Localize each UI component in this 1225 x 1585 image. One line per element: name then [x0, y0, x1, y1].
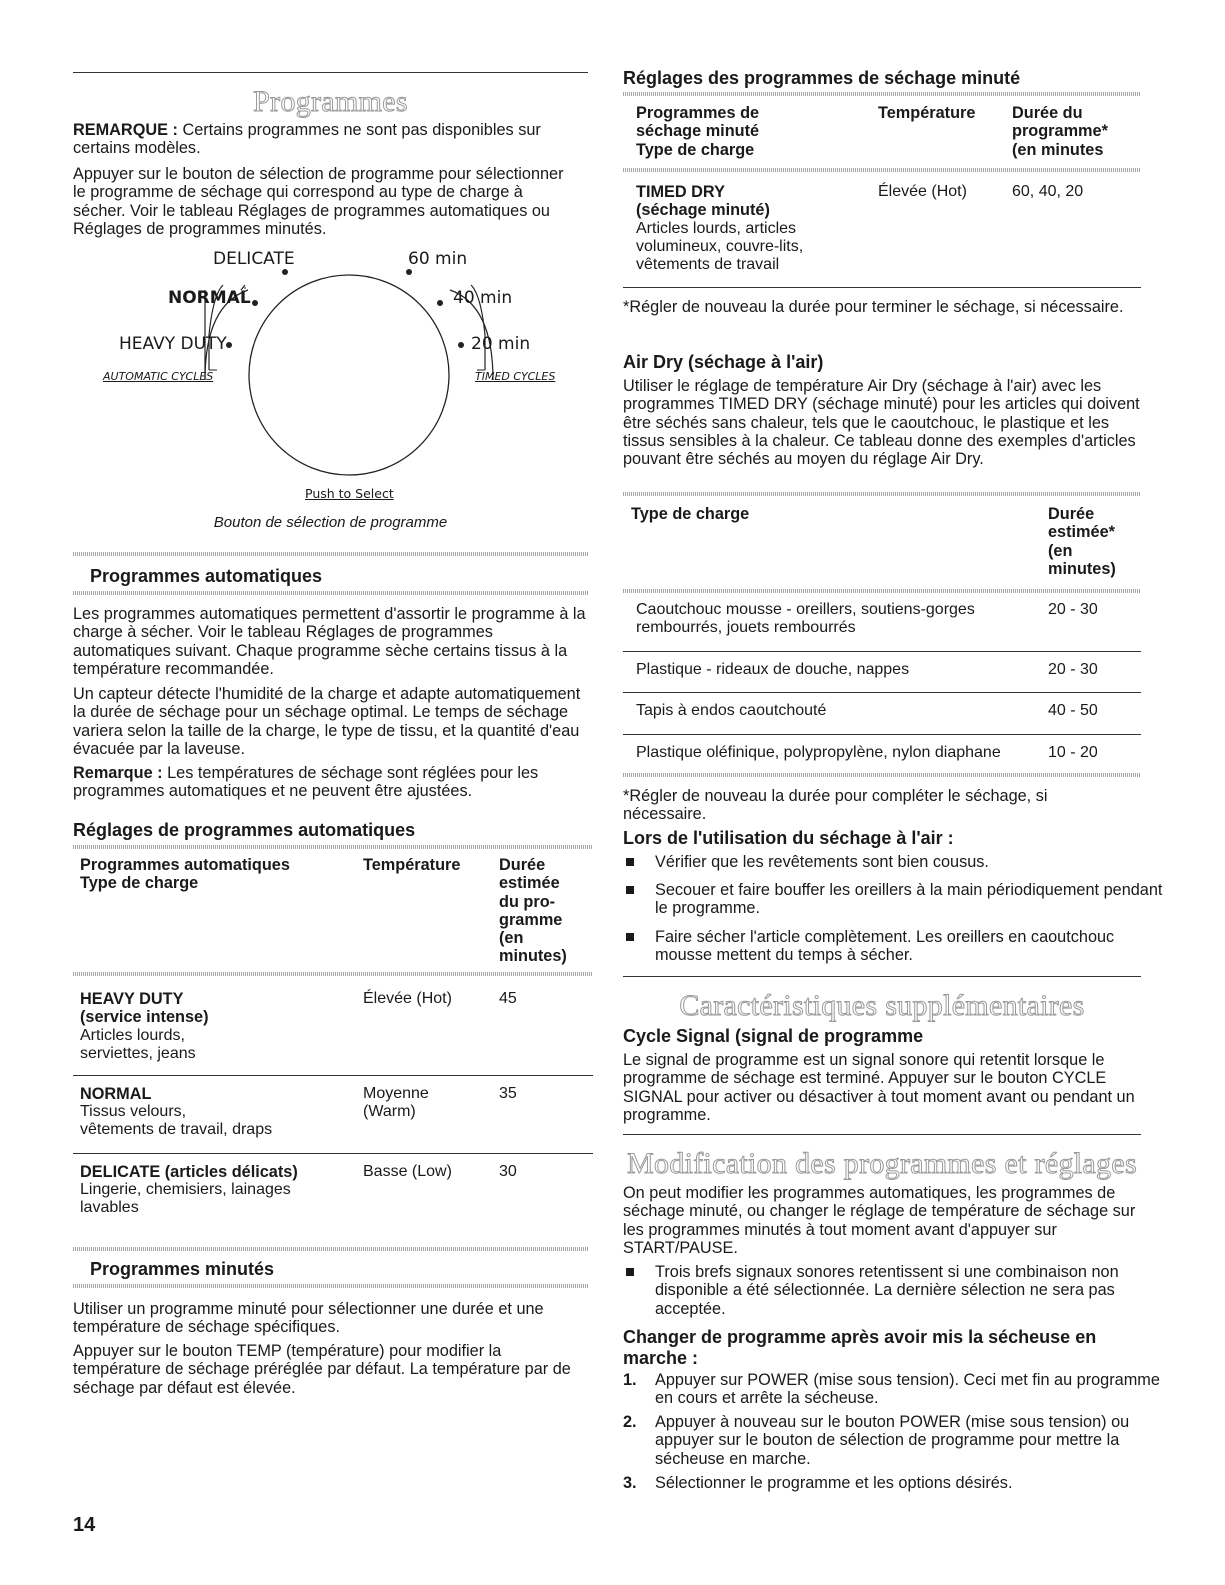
auto-row-desc: vêtements de travail, draps [80, 1121, 273, 1139]
timed-col-program-header [636, 104, 759, 159]
timed-col-temp-header: Température [878, 104, 976, 122]
air-row-duration: 20 - 30 [1048, 601, 1098, 618]
auto-duration-line: Durée [499, 856, 546, 874]
air-row-desc-line: rembourrés, jouets rembourrés [636, 619, 856, 636]
dots-rule [73, 972, 593, 976]
step-text: Sélectionner le programme et les options désirés. [655, 1474, 1013, 1492]
auto-row-duration: 45 [499, 990, 517, 1007]
auto-duration-line: (en [499, 929, 524, 948]
auto-note-text: Les températures de séchage sont réglées pour les programmes automatiques et ne peuvent être ajustées. [73, 764, 539, 801]
auto-table-title: Réglages de programmes automatiques [73, 820, 416, 840]
auto-row-desc: lavables [80, 1199, 139, 1217]
step-text: Appuyer à nouveau sur le bouton POWER (mise sous tension) ou appuyer sur le bouton de sélection de programme pour mettre la sécheuse en marche. [655, 1413, 1130, 1468]
auto-row-temp [363, 1085, 429, 1121]
air-header-line: minutes) [1048, 559, 1116, 578]
air-header-line: estimée* [1048, 523, 1115, 542]
auto-programs-heading: Programmes automatiques [90, 566, 323, 586]
air-row-duration: 20 - 30 [1048, 661, 1098, 678]
step-item [623, 1371, 1170, 1408]
timed-paragraph-1: Utiliser un programme minuté pour sélectionner une durée et une température de séchage spécifiques. [73, 1300, 544, 1337]
modify-bullet: Trois brefs signaux sonores retentissent si une combinaison non disponible a été sélectionnée. La dernière sélection ne sera pas acceptée. [623, 1263, 1155, 1318]
dial-label-normal: NORMAL [168, 288, 251, 308]
dial-label-delicate: DELICATE [213, 249, 295, 269]
auto-col-duration-header [499, 856, 567, 966]
step-number: 1. [623, 1371, 637, 1389]
dots-rule [73, 591, 588, 595]
top-rule [73, 72, 588, 73]
dial-caption: Bouton de sélection de programme [213, 514, 448, 531]
change-program-heading: Changer de programme après avoir mis la sécheuse en marche : [623, 1327, 1097, 1368]
dial-label-automatic-cycles: AUTOMATIC CYCLES [103, 370, 214, 383]
usage-bullet: Faire sécher l'article complètement. Les oreillers en caoutchouc mousse mettent du temps à sécher. [623, 928, 1165, 965]
air-row-duration: 10 - 20 [1048, 744, 1098, 761]
timed-paragraph-2: Appuyer sur le bouton TEMP (température) pour modifier la température de séchage préréglée par défaut. La température par de séchage par défaut est élevée. [73, 1342, 571, 1397]
dial-label-20min: 20 min [471, 334, 531, 354]
auto-note-paragraph [73, 764, 588, 801]
dots-rule [623, 589, 1141, 593]
timed-row-desc: Articles lourds, articles [636, 219, 797, 237]
timed-header-line: Durée du [1012, 104, 1083, 122]
table-row-rule [623, 734, 1141, 735]
section-rule [623, 976, 1141, 977]
timed-row-duration: 60, 40, 20 [1012, 183, 1084, 200]
auto-row-program-cell [80, 1085, 360, 1139]
auto-paragraph-2: Un capteur détecte l'humidité de la charge et adapte automatiquement la durée de séchage pour un séchage optimal. Le temps de séchage variera selon la taille de la charge, le type de tissu, et la quantité d'eau évacuée par la laveuse. [73, 685, 581, 758]
air-row-desc: Tapis à endos caoutchouté [636, 702, 827, 719]
step-item [623, 1413, 1175, 1468]
auto-col-type-label: Type de charge [80, 874, 199, 893]
auto-row-name: DELICATE (articles délicats) [80, 1163, 298, 1181]
table-row-rule [623, 651, 1141, 652]
note-paragraph [73, 121, 588, 158]
auto-row-desc: Lingerie, chemisiers, lainages [80, 1181, 291, 1199]
section-title-modify: Modification des programmes et réglages [627, 1147, 1137, 1180]
timed-header-line: Programmes de [636, 104, 760, 122]
auto-row-temp: Élevée (Hot) [363, 990, 452, 1007]
timed-header-line: Type de charge [636, 140, 755, 159]
air-dry-heading: Air Dry (séchage à l'air) [623, 352, 824, 372]
auto-duration-line: estimée [499, 874, 560, 893]
air-col-duration-header [1048, 505, 1116, 578]
cycle-signal-paragraph: Le signal de programme est un signal sonore qui retentit lorsque le programme de séchage est terminé. Appuyer sur le bouton CYCLE SIGNAL pour activer ou désactiver à tout moment avant ou pendant un programme. [623, 1051, 1135, 1124]
dots-rule [73, 1284, 588, 1288]
step-number: 3. [623, 1474, 637, 1492]
air-header-line: (en [1048, 541, 1073, 560]
dots-rule [623, 168, 1141, 172]
air-row-desc: Plastique oléfinique, polypropylène, nylon diaphane [636, 744, 1001, 761]
timed-row-desc: vêtements de travail [636, 255, 780, 273]
auto-row-program-cell [80, 1163, 360, 1217]
cycle-selector-dial [73, 245, 588, 505]
air-row-desc: Plastique - rideaux de douche, nappes [636, 661, 910, 678]
auto-duration-line: du pro- [499, 892, 556, 911]
air-footnote: *Régler de nouveau la durée pour compléter le séchage, si nécessaire. [623, 787, 1048, 824]
auto-row-sub: (service intense) [80, 1008, 209, 1027]
step-item [623, 1474, 1170, 1492]
timed-row-program-cell [636, 183, 876, 274]
timed-table-title: Réglages des programmes de séchage minuté [623, 68, 1021, 88]
table-rule [623, 287, 1141, 288]
dial-label-60min: 60 min [408, 249, 468, 269]
auto-row-temp: Basse (Low) [363, 1163, 452, 1180]
auto-col-program-label: Programmes automatiques [80, 856, 290, 874]
air-row-desc-line: Caoutchouc mousse - oreillers, soutiens-gorges [636, 601, 975, 618]
dots-rule [73, 552, 588, 556]
air-col-type-header: Type de charge [631, 505, 750, 523]
timed-row-temp: Élevée (Hot) [878, 183, 967, 200]
auto-col-program-header [80, 856, 290, 893]
dots-rule [623, 773, 1141, 777]
auto-row-temp-line: (Warm) [363, 1103, 416, 1120]
auto-col-temp-header: Température [363, 856, 461, 874]
table-row-rule [73, 1075, 593, 1076]
timed-col-duration-header [1012, 104, 1108, 159]
auto-note-label: Remarque : [73, 764, 163, 782]
usage-heading: Lors de l'utilisation du séchage à l'air : [623, 828, 954, 848]
dots-rule [623, 92, 1141, 96]
auto-duration-line: gramme [499, 910, 563, 929]
usage-bullet: Secouer et faire bouffer les oreillers à la main périodiquement pendant le programme. [623, 881, 1165, 918]
timed-programs-heading: Programmes minutés [90, 1259, 275, 1279]
auto-row-name: NORMAL [80, 1085, 152, 1103]
table-row-rule [623, 692, 1141, 693]
step-text: Appuyer sur POWER (mise sous tension). Ceci met fin au programme en cours et arrête la sécheuse. [655, 1371, 1160, 1408]
dial-label-timed-cycles: TIMED CYCLES [475, 370, 556, 383]
auto-row-duration: 30 [499, 1163, 517, 1180]
air-row-desc [636, 601, 975, 637]
timed-row-name: TIMED DRY [636, 183, 725, 201]
auto-duration-line: minutes) [499, 947, 567, 966]
auto-row-temp-line: Moyenne [363, 1085, 429, 1102]
auto-paragraph-1: Les programmes automatiques permettent d'assortir le programme à la charge à sécher. Voir le tableau Réglages de programmes automatiques suivant. Chaque programme sèche certains tissus à la température recommandée. [73, 605, 586, 678]
dial-label-heavy-duty: HEAVY DUTY [119, 334, 227, 354]
note-label: REMARQUE : [73, 121, 178, 139]
dots-rule [73, 1247, 588, 1251]
usage-bullet: Vérifier que les revêtements sont bien cousus. [623, 853, 1165, 871]
auto-row-desc: serviettes, jeans [80, 1044, 196, 1062]
timed-footnote: *Régler de nouveau la durée pour terminer le séchage, si nécessaire. [623, 298, 1124, 316]
auto-row-desc: Articles lourds, [80, 1026, 185, 1044]
dots-rule [623, 492, 1141, 496]
timed-row-sub: (séchage minuté) [636, 201, 770, 220]
dial-label-40min: 40 min [453, 288, 513, 308]
step-number: 2. [623, 1413, 637, 1431]
auto-row-duration: 35 [499, 1085, 517, 1102]
section-title-programmes: Programmes [253, 85, 408, 118]
section-title-features: Caractéristiques supplémentaires [679, 989, 1085, 1022]
note-text: Certains programmes ne sont pas disponibles sur certains modèles. [73, 121, 541, 158]
dots-rule [73, 845, 593, 849]
air-dry-paragraph: Utiliser le réglage de température Air Dry (séchage à l'air) avec les programmes TIMED DRY (séchage minuté) pour les articles qui doivent être séchés sans chaleur, tels que le caoutchouc, le plastique et les tissus sensibles à la chaleur. Ce tableau donne des exemples d'articles pouvant être séchés au moyen du réglage Air Dry. [623, 377, 1140, 469]
modify-paragraph: On peut modifier les programmes automatiques, les programmes de séchage minuté, ou changer le réglage de température de séchage sur les programmes minutés à tout moment avant d'appuyer sur START/PAUSE. [623, 1184, 1136, 1257]
cycle-signal-heading: Cycle Signal (signal de programme [623, 1026, 924, 1046]
intro-paragraph: Appuyer sur le bouton de sélection de programme pour sélectionner le programme de séchage qui correspond au type de charge à sécher. Voir le tableau Réglages de programmes automatiques ou Réglages de programmes minutés. [73, 165, 564, 238]
timed-row-desc: volumineux, couvre-lits, [636, 237, 804, 255]
auto-row-name: HEAVY DUTY [80, 990, 184, 1008]
timed-header-line: (en minutes [1012, 140, 1104, 159]
timed-header-line: séchage minuté [636, 122, 760, 141]
air-header-line: Durée [1048, 505, 1095, 523]
auto-row-desc: Tissus velours, [80, 1103, 187, 1121]
page-number: 14 [73, 1514, 96, 1536]
table-row-rule [73, 1153, 593, 1154]
auto-row-program-cell [80, 990, 360, 1063]
timed-header-line: programme* [1012, 122, 1108, 141]
dial-label-push-to-select: Push to Select [305, 486, 394, 501]
section-rule [623, 1134, 1141, 1135]
air-row-duration: 40 - 50 [1048, 702, 1098, 719]
